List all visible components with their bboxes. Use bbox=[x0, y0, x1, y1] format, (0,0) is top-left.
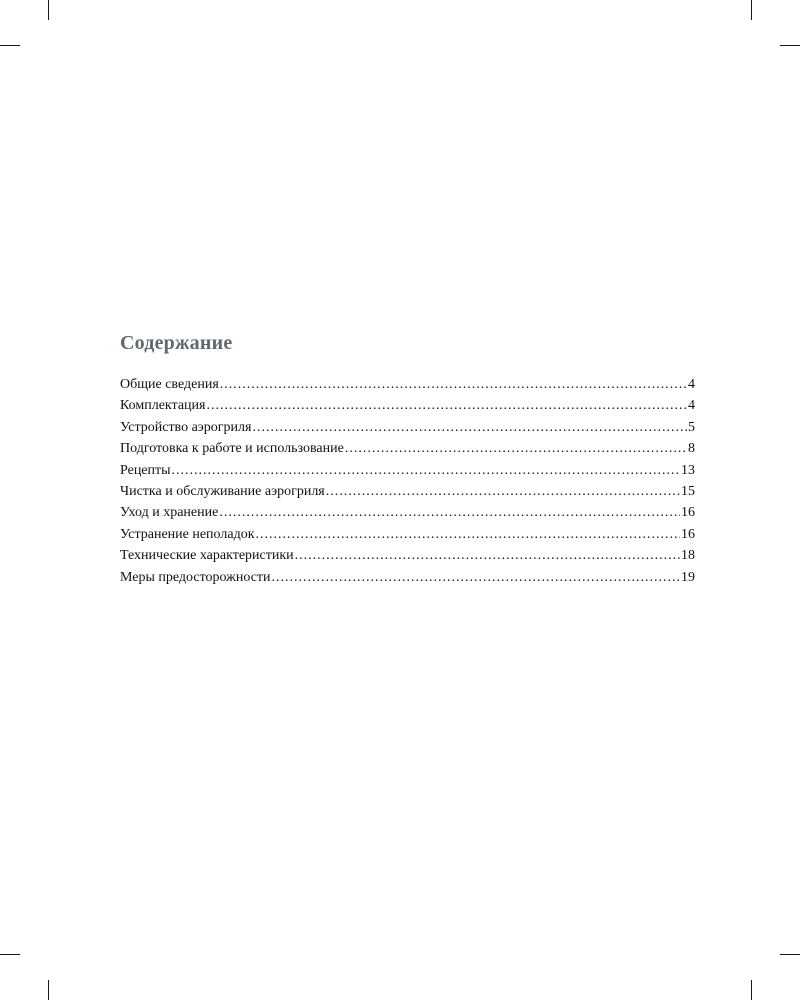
toc-entry-page: 16 bbox=[681, 505, 695, 521]
toc-entry-page: 8 bbox=[688, 441, 695, 457]
toc-entry-label: Общие сведения bbox=[120, 377, 219, 392]
crop-mark-bottom-left-horizontal bbox=[0, 954, 20, 955]
toc-entry[interactable] bbox=[120, 395, 695, 416]
toc-entry-label: Устройство аэрогриля bbox=[120, 419, 252, 435]
toc-dot-leader bbox=[220, 374, 687, 395]
crop-mark-top-right-horizontal bbox=[780, 45, 800, 46]
toc-entry-label: Чистка и обслуживание аэрогриля bbox=[120, 483, 325, 499]
toc-dot-leader bbox=[172, 460, 680, 481]
toc-dot-leader bbox=[252, 417, 687, 438]
toc-dot-leader bbox=[256, 524, 681, 545]
toc-entry-page: 15 bbox=[681, 483, 695, 499]
toc-entry[interactable] bbox=[120, 438, 695, 459]
toc-entry[interactable] bbox=[120, 524, 695, 545]
toc-entry-label: Подготовка к работе и использование bbox=[120, 441, 344, 457]
crop-mark-top-left-horizontal bbox=[0, 45, 20, 46]
crop-mark-bottom-right-horizontal bbox=[780, 954, 800, 955]
toc-entry[interactable] bbox=[120, 460, 695, 481]
toc-dot-leader bbox=[219, 502, 680, 523]
toc-entry-page: 4 bbox=[688, 398, 695, 414]
toc-entry[interactable] bbox=[120, 567, 695, 588]
toc-entry[interactable] bbox=[120, 545, 695, 566]
toc-title: Содержание bbox=[120, 332, 233, 354]
toc-entry-label: Устранение неполадок bbox=[120, 526, 255, 542]
toc-entry-page: 5 bbox=[688, 419, 695, 435]
toc-entry-label: Комплектация bbox=[120, 398, 206, 414]
toc-entry[interactable] bbox=[120, 417, 695, 438]
toc-dot-leader bbox=[326, 481, 680, 502]
toc-entry-page: 19 bbox=[681, 569, 695, 585]
toc-entry-label: Уход и хранение bbox=[120, 505, 219, 521]
toc-entry[interactable] bbox=[120, 374, 695, 395]
toc-entry-page: 4 bbox=[688, 377, 695, 392]
crop-mark-top-right-vertical bbox=[751, 0, 752, 20]
toc-entry[interactable] bbox=[120, 481, 695, 502]
toc-entry-page: 13 bbox=[681, 462, 695, 478]
toc-entry-label: Технические характеристики bbox=[120, 548, 294, 564]
toc-entry-page: 16 bbox=[681, 526, 695, 542]
crop-mark-bottom-left-vertical bbox=[48, 980, 49, 1000]
toc-entry-page: 18 bbox=[681, 548, 695, 564]
table-of-contents bbox=[120, 330, 695, 588]
toc-entry-label: Меры предосторожности bbox=[120, 569, 271, 585]
toc-entry[interactable] bbox=[120, 502, 695, 523]
toc-dot-leader bbox=[272, 567, 680, 588]
crop-mark-top-left-vertical bbox=[48, 0, 49, 20]
toc-list bbox=[120, 374, 695, 588]
toc-dot-leader bbox=[345, 438, 687, 459]
toc-dot-leader bbox=[295, 545, 680, 566]
toc-entry-label: Рецепты bbox=[120, 462, 171, 478]
toc-dot-leader bbox=[206, 395, 687, 416]
crop-mark-bottom-right-vertical bbox=[751, 980, 752, 1000]
